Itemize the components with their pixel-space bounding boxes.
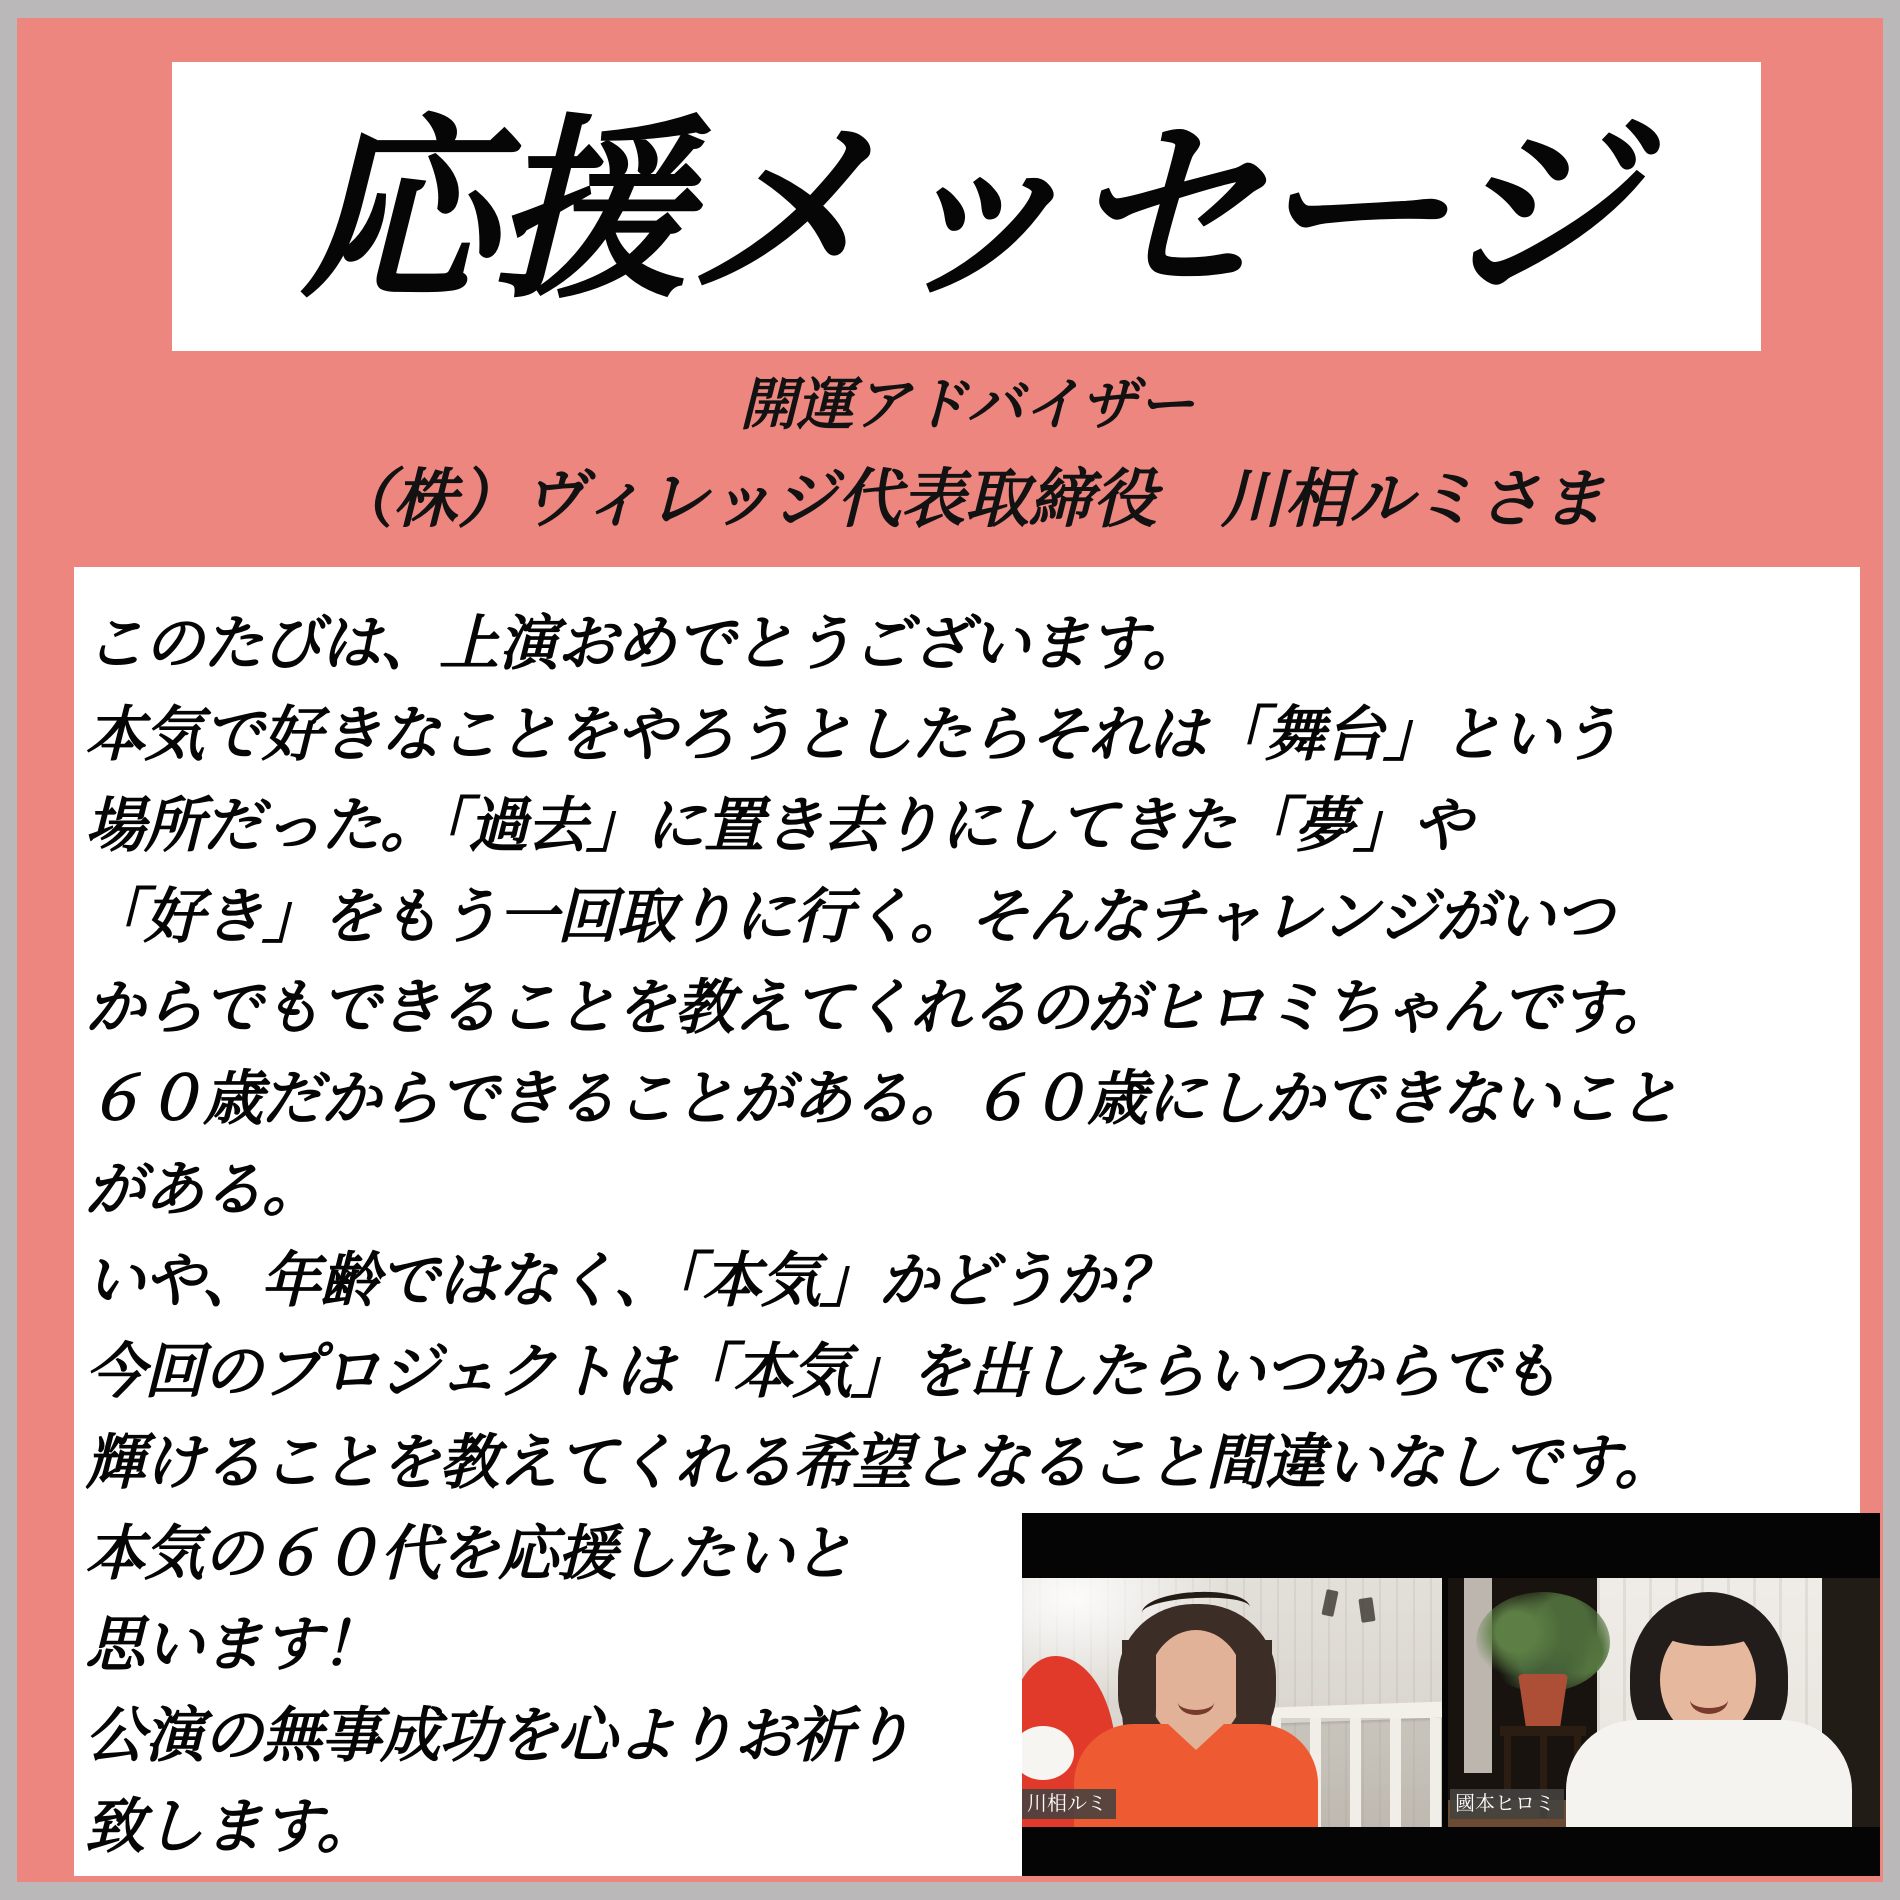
message-line: 思います！: [85, 1611, 380, 1678]
message-line: 場所だった。「過去」に置き去りにしてきた「夢」や: [85, 792, 1471, 859]
message-line: 公演の無事成功を心よりお祈り: [85, 1702, 911, 1769]
right-video-tile: [1448, 1578, 1880, 1827]
right-person-white-shirt: [1566, 1720, 1852, 1827]
subtitle-block: [17, 370, 1900, 542]
message-line: がある。: [85, 1156, 321, 1223]
subtitle-role: 開運アドバイザー: [739, 373, 1195, 437]
subtitle-author-name: （株）ヴィレッジ代表取締役 川相ルミさま: [329, 463, 1605, 535]
page-title: 応援メッセージ: [300, 102, 1633, 321]
message-line: いや、年齢ではなく、「本気」かどうか？: [85, 1247, 1174, 1314]
right-person-bangs: [1654, 1604, 1764, 1646]
pink-frame: [17, 18, 1883, 1882]
message-line: 本気で好きなことをやろうとしたらそれは「舞台」という: [85, 701, 1619, 768]
message-line: 「好き」をもう一回取りに行く。そんなチャレンジがいつ: [85, 883, 1613, 950]
title-banner: [172, 62, 1761, 351]
left-person-smile: [1178, 1690, 1214, 1715]
potted-plant-pot: [1518, 1674, 1568, 1728]
left-video-tile: [1022, 1578, 1442, 1827]
right-person-smile: [1690, 1686, 1728, 1714]
wall-mark: [1321, 1589, 1338, 1617]
message-line: 今回のプロジェクトは「本気」を出したらいつからでも: [85, 1338, 1559, 1405]
window-curtain-strip: [1464, 1578, 1492, 1773]
name-tag-left: 川相ルミ: [1022, 1789, 1116, 1819]
name-tag-right: 國本ヒロミ: [1450, 1789, 1564, 1819]
wall-mark: [1358, 1597, 1375, 1623]
video-call-screenshot: [1022, 1513, 1880, 1876]
message-line: このたびは、上演おめでとうございます。: [85, 610, 1202, 677]
message-line: 致します。: [85, 1793, 376, 1860]
message-line: ６０歳だからできることがある。６０歳にしかできないこと: [85, 1065, 1678, 1132]
message-line: 輝けることを教えてくれる希望となること間違いなしです。: [85, 1429, 1674, 1496]
message-line: からでもできることを教えてくれるのがヒロミちゃんです。: [85, 974, 1673, 1041]
message-line: 本気の６０代を応援したいと: [85, 1520, 852, 1587]
